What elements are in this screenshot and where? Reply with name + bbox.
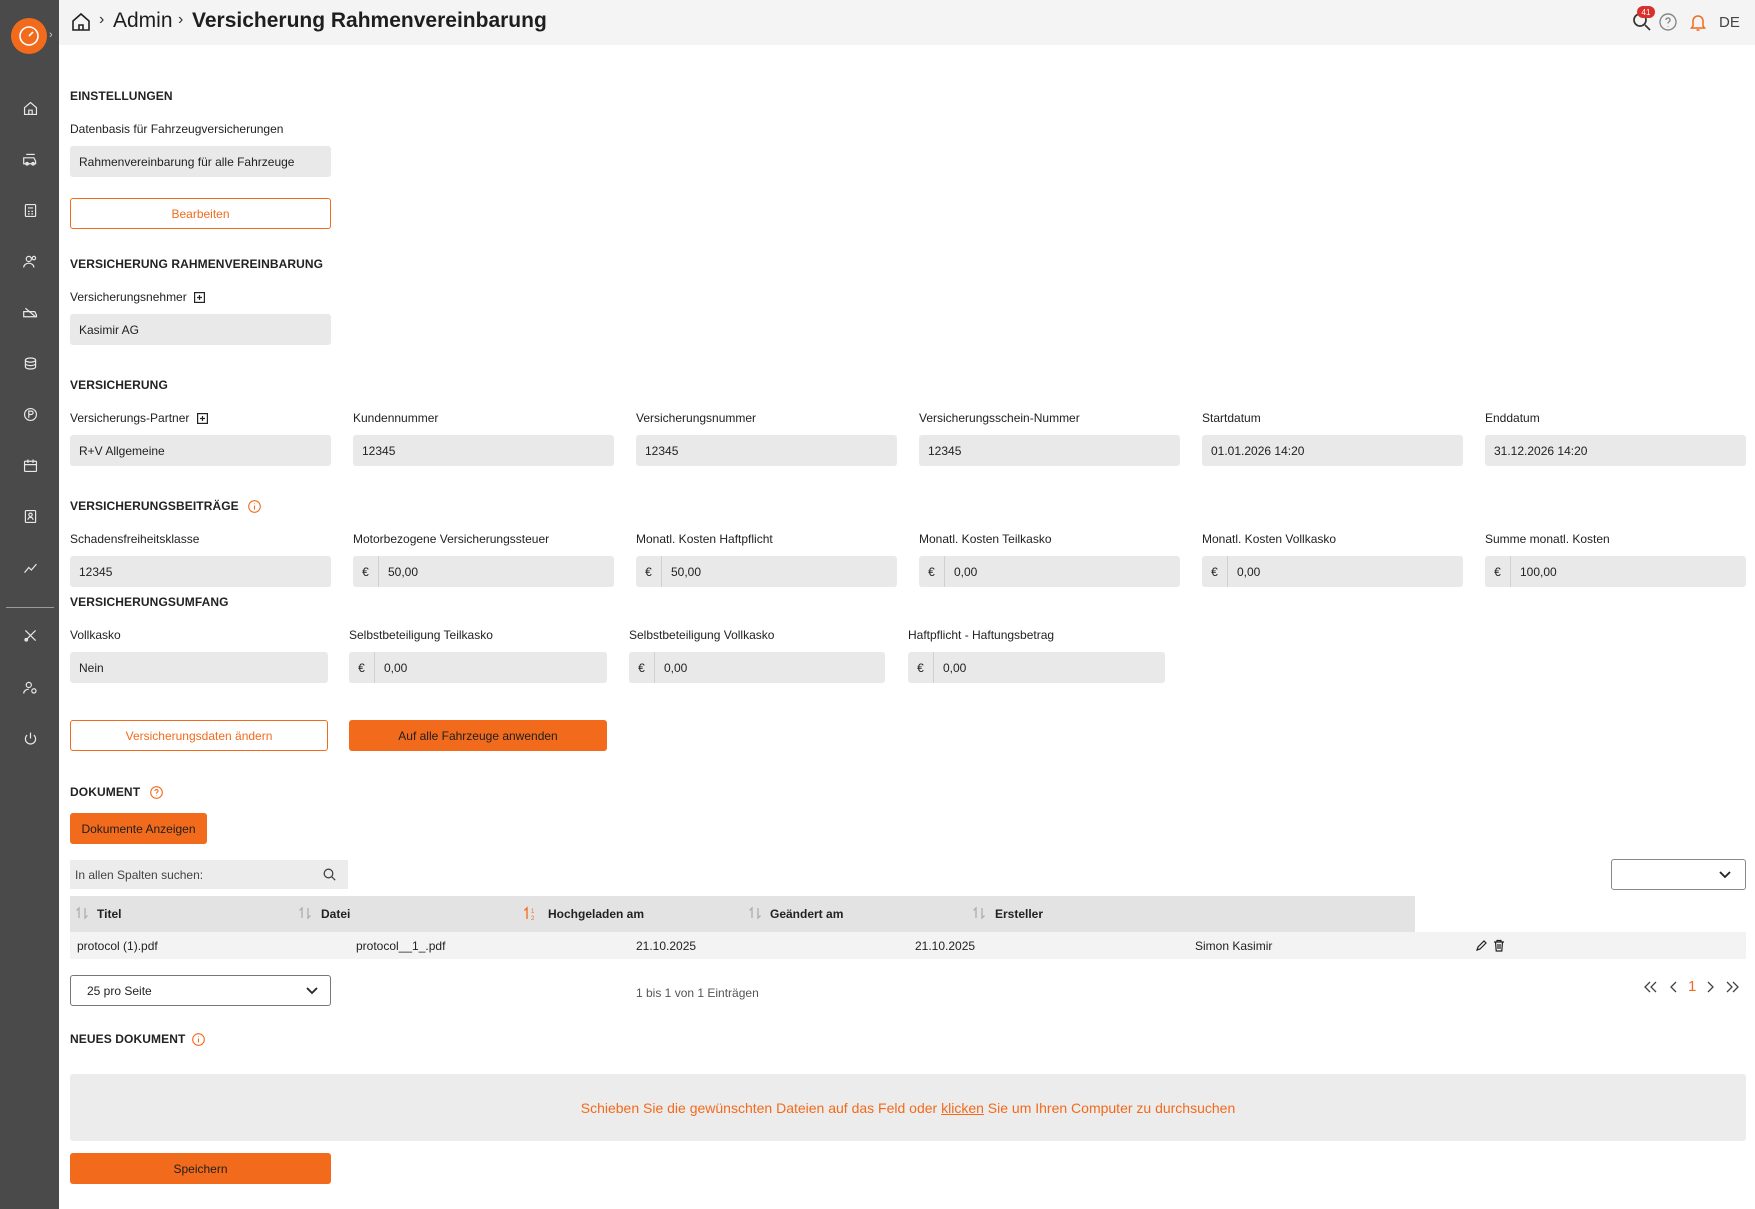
partner-label-text: Versicherungs-Partner: [70, 411, 190, 425]
summe-value: 100,00: [1520, 564, 1557, 579]
sb-vollkasko-label: Selbstbeteiligung Vollkasko: [629, 628, 775, 642]
schein-value: 12345: [928, 443, 962, 458]
current-page[interactable]: 1: [1688, 978, 1697, 995]
col-hochgeladen[interactable]: Hochgeladen am: [548, 907, 645, 921]
sidebar-divider: [6, 607, 54, 608]
versicherungsnehmer-label: [70, 290, 205, 304]
dropzone-text-after: Sie um Ihren Computer zu durchsuchen: [983, 1099, 1236, 1116]
info-icon[interactable]: [192, 1033, 205, 1046]
search-icon[interactable]: [323, 868, 336, 881]
startdatum-value: 01.01.2026 14:20: [1211, 443, 1305, 458]
vollkasko-kosten-label: Monatl. Kosten Vollkasko: [1202, 532, 1337, 546]
startdatum-field: [1202, 435, 1463, 466]
calendar-icon[interactable]: [19, 454, 41, 476]
edit-pencil-icon[interactable]: [1475, 939, 1488, 952]
calculator-icon[interactable]: [19, 199, 41, 221]
vollkasko-kosten-field: [1202, 556, 1463, 587]
top-header: [59, 0, 1755, 45]
next-page-icon[interactable]: [1706, 980, 1715, 994]
last-page-icon[interactable]: [1725, 980, 1740, 994]
users-icon[interactable]: [19, 250, 41, 272]
speichern-button[interactable]: Speichern: [70, 1153, 331, 1184]
vollkasko-label: Vollkasko: [70, 628, 121, 642]
versicherungsdaten-aendern-button[interactable]: Versicherungsdaten ändern: [70, 720, 328, 751]
section-rahmen-title: VERSICHERUNG RAHMENVEREINBARUNG: [70, 257, 324, 271]
haftungsbetrag-field: [908, 652, 1165, 683]
kundennummer-value: 12345: [362, 443, 396, 458]
open-link-icon[interactable]: [194, 292, 205, 303]
sort-ascending-icon[interactable]: [523, 906, 539, 921]
section-dokument-title: [70, 785, 163, 799]
sf-field: [70, 556, 331, 587]
tools-icon[interactable]: [19, 624, 41, 646]
sort-icon[interactable]: [75, 906, 89, 920]
column-select-dropdown[interactable]: [1611, 859, 1746, 890]
versicherungsnummer-field: [636, 435, 897, 466]
versicherungsnehmer-field: [70, 314, 331, 345]
euro-prefix: €: [908, 652, 934, 683]
home-icon[interactable]: [19, 97, 41, 119]
chevron-down-icon: [1719, 870, 1731, 879]
car-damage-icon[interactable]: [19, 301, 41, 323]
partner-label: [70, 411, 208, 425]
summe-label: Summe monatl. Kosten: [1485, 532, 1610, 546]
col-titel[interactable]: Titel: [97, 907, 122, 921]
section-neues-dokument-title-text: NEUES DOKUMENT: [70, 1032, 186, 1046]
euro-prefix: €: [1485, 556, 1511, 587]
teilkasko-value: 0,00: [954, 564, 978, 579]
versicherungsnummer-label: Versicherungsnummer: [636, 411, 757, 425]
breadcrumb-home-icon[interactable]: [70, 11, 92, 33]
help-icon[interactable]: [150, 786, 163, 799]
section-versicherung-title: VERSICHERUNG: [70, 378, 168, 392]
section-neues-dokument-title: [70, 1032, 205, 1046]
open-link-icon[interactable]: [197, 413, 208, 424]
euro-prefix: €: [636, 556, 662, 587]
kundennummer-label: Kundennummer: [353, 411, 439, 425]
section-umfang-title: VERSICHERUNGSUMFANG: [70, 595, 229, 609]
section-beitraege-title: [70, 499, 261, 513]
haftungsbetrag-label: Haftpflicht - Haftungsbetrag: [908, 628, 1055, 642]
bearbeiten-button[interactable]: Bearbeiten: [70, 198, 331, 229]
bell-icon[interactable]: [1688, 12, 1708, 32]
sb-vollkasko-value: 0,00: [664, 660, 688, 675]
enddatum-label: Enddatum: [1485, 411, 1540, 425]
breadcrumb-separator-icon: ›: [99, 11, 105, 28]
chevron-down-icon: [306, 986, 318, 995]
enddatum-field: [1485, 435, 1746, 466]
page-title: Versicherung Rahmenvereinbarung: [192, 9, 547, 32]
per-page-select[interactable]: [70, 975, 331, 1006]
table-header: [70, 896, 1415, 932]
sort-icon[interactable]: [748, 906, 762, 920]
info-icon[interactable]: [248, 500, 261, 513]
partner-value: R+V Allgemeine: [79, 443, 165, 458]
sf-value: 12345: [79, 564, 113, 579]
sidebar-expand-icon[interactable]: ›: [49, 29, 53, 41]
vollkasko-value: Nein: [79, 660, 104, 675]
sb-teilkasko-label: Selbstbeteiligung Teilkasko: [349, 628, 493, 642]
parking-icon[interactable]: [19, 403, 41, 425]
teilkasko-field: [919, 556, 1180, 587]
section-einstellungen-title: EINSTELLUNGEN: [70, 89, 173, 103]
speedometer-logo-icon[interactable]: [11, 18, 47, 54]
partner-field: [70, 435, 331, 466]
breadcrumb-admin[interactable]: Admin: [113, 9, 173, 32]
datenbasis-label: Datenbasis für Fahrzeugversicherungen: [70, 122, 284, 136]
schein-field: [919, 435, 1180, 466]
euro-prefix: €: [353, 556, 379, 587]
haftpflicht-field: [636, 556, 897, 587]
versicherungsnummer-value: 12345: [645, 443, 679, 458]
datenbasis-field: [70, 146, 331, 177]
haftpflicht-label: Monatl. Kosten Haftpflicht: [636, 532, 773, 546]
sb-vollkasko-field: [629, 652, 885, 683]
steuer-field: [353, 556, 614, 587]
section-dokument-title-text: DOKUMENT: [70, 785, 141, 799]
euro-prefix: €: [919, 556, 945, 587]
vollkasko-kosten-value: 0,00: [1237, 564, 1261, 579]
power-icon[interactable]: [19, 727, 41, 749]
dokumente-anzeigen-button[interactable]: Dokumente Anzeigen: [70, 813, 207, 844]
schein-label: Versicherungsschein-Nummer: [919, 411, 1080, 425]
haftungsbetrag-value: 0,00: [943, 660, 967, 675]
chart-icon[interactable]: [19, 556, 41, 578]
dropzone-text-before: Schieben Sie die gewünschten Dateien auf das Feld oder: [580, 1099, 942, 1116]
sb-teilkasko-value: 0,00: [384, 660, 408, 675]
startdatum-label: Startdatum: [1202, 411, 1261, 425]
cell-ersteller: Simon Kasimir: [1195, 939, 1273, 953]
first-page-icon[interactable]: [1643, 980, 1658, 994]
teilkasko-label: Monatl. Kosten Teilkasko: [919, 532, 1052, 546]
table-search-input[interactable]: [70, 860, 348, 889]
entries-info: 1 bis 1 von 1 Einträgen: [636, 986, 759, 1000]
contact-card-icon[interactable]: [19, 505, 41, 527]
sort-icon[interactable]: [972, 906, 986, 920]
sb-teilkasko-field: [349, 652, 607, 683]
versicherungsnehmer-label-text: Versicherungsnehmer: [70, 290, 187, 304]
steuer-value: 50,00: [388, 564, 419, 579]
cell-hochgeladen: 21.10.2025: [636, 939, 697, 953]
vollkasko-field: [70, 652, 328, 683]
summe-field: [1485, 556, 1746, 587]
cell-geaendert: 21.10.2025: [915, 939, 976, 953]
haftpflicht-value: 50,00: [671, 564, 702, 579]
kundennummer-field: [353, 435, 614, 466]
sidebar: [0, 0, 59, 1209]
versicherungsnehmer-value: Kasimir AG: [79, 322, 140, 337]
table-row[interactable]: [70, 932, 1746, 959]
search-placeholder: In allen Spalten suchen:: [75, 867, 204, 882]
col-geaendert[interactable]: Geändert am: [770, 907, 844, 921]
per-page-value: 25 pro Seite: [87, 983, 152, 998]
svg-text:2: 2: [531, 916, 535, 921]
sort-icon[interactable]: [298, 906, 312, 920]
file-dropzone[interactable]: [70, 1074, 1746, 1141]
prev-page-icon[interactable]: [1669, 980, 1678, 994]
euro-prefix: €: [629, 652, 655, 683]
cell-titel: protocol (1).pdf: [77, 939, 158, 953]
euro-prefix: €: [349, 652, 375, 683]
coins-icon[interactable]: [19, 352, 41, 374]
auf-alle-fahrzeuge-anwenden-button[interactable]: Auf alle Fahrzeuge anwenden: [349, 720, 607, 751]
language-switch[interactable]: DE: [1719, 14, 1740, 31]
svg-text:1: 1: [531, 909, 535, 915]
enddatum-value: 31.12.2026 14:20: [1494, 443, 1588, 458]
sf-label: Schadensfreiheitsklasse: [70, 532, 200, 546]
section-beitraege-title-text: VERSICHERUNGSBEITRÄGE: [70, 499, 239, 513]
cell-datei[interactable]: protocol__1_.pdf: [356, 939, 446, 953]
help-icon[interactable]: [1658, 12, 1678, 32]
steuer-label: Motorbezogene Versicherungssteuer: [353, 532, 550, 546]
car-list-icon[interactable]: [19, 148, 41, 170]
user-settings-icon[interactable]: [19, 676, 41, 698]
dropzone-browse-link[interactable]: klicken: [941, 1099, 984, 1116]
col-ersteller[interactable]: Ersteller: [995, 907, 1044, 921]
datenbasis-value: Rahmenvereinbarung für alle Fahrzeuge: [79, 154, 295, 169]
col-datei[interactable]: Datei: [321, 907, 351, 921]
breadcrumb-separator-icon: ›: [178, 11, 184, 28]
trash-icon[interactable]: [1493, 939, 1505, 952]
notification-badge: 41: [1637, 6, 1655, 18]
euro-prefix: €: [1202, 556, 1228, 587]
